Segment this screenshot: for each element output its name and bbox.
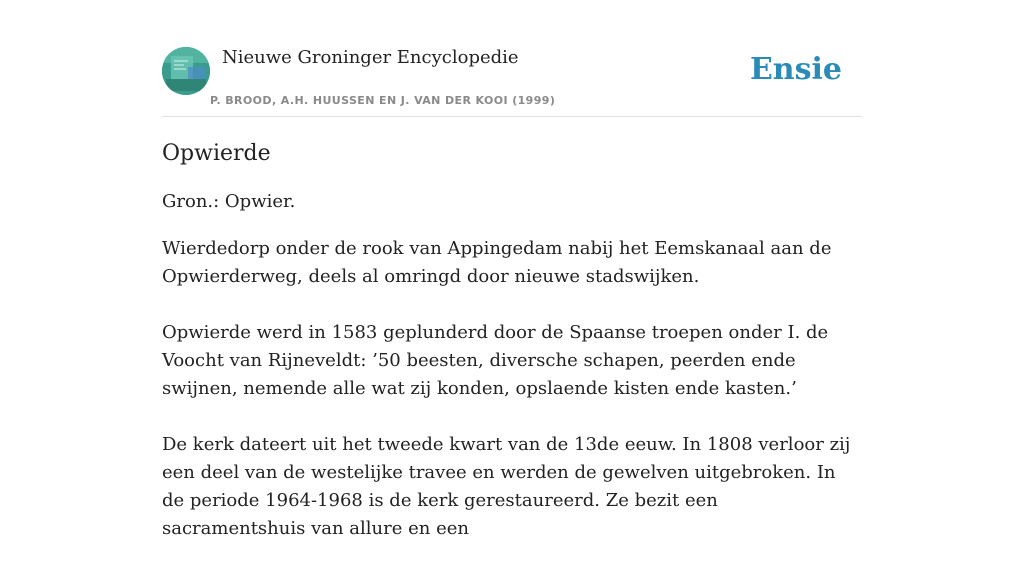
ensie-logo-link[interactable]: Ensie [749,52,842,87]
entry-paragraph: Opwierde werd in 1583 geplunderd door de Spaanse troepen onder I. de Voocht van Rijneveldt: ’50 beesten, diversche schapen, peerden ende swijnen, nemende alle wat zij konden, opslaende kisten ende kasten.’ [162,322,829,399]
book-cover-image [162,47,210,95]
source-header [162,0,862,117]
entry-paragraph: De kerk dateert uit het tweede kwart van de 13de eeuw. In 1808 verloor zij een deel van de westelijke travee en werden de gewelven uitgebroken. In de periode 1964-1968 is de kerk gerestaureerd. Ze bezit een sacramentshuis van allure en een [162,434,851,539]
book-cover-thumbnail[interactable] [162,47,210,95]
entry-paragraph: Wierdedorp onder de rook van Appingedam nabij het Eemskanaal aan de Opwierderweg, deels al omringd door nieuwe stadswijken. [162,238,832,287]
entry-content [162,138,862,562]
book-title[interactable]: Nieuwe Groninger Encyclopedie [222,47,519,68]
entry-headword: Opwierde [162,141,271,166]
entry-paragraph: Gron.: Opwier. [162,191,296,212]
book-authors: P. BROOD, A.H. HUUSSEN EN J. VAN DER KOOI (1999) [210,94,556,107]
page-container [162,0,862,539]
